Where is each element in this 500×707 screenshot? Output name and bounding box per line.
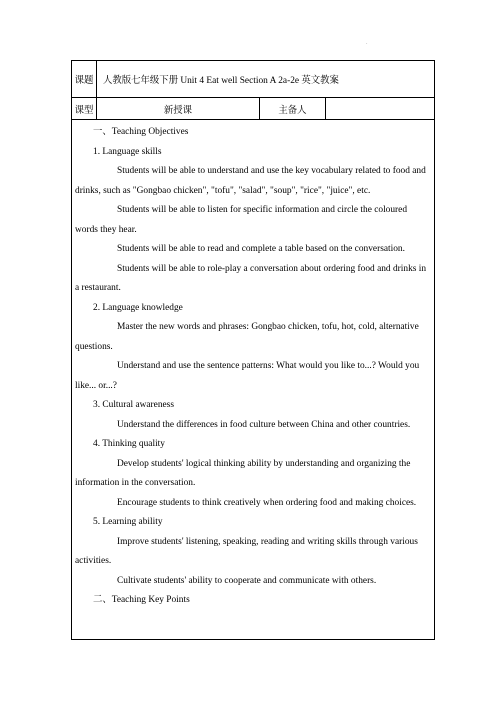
preparer-value	[326, 98, 435, 120]
subsection-heading: 2. Language knowledge	[93, 302, 183, 313]
section-heading: 二、Teaching Key Points	[93, 595, 190, 605]
paragraph: Master the new words and phrases: Gongbao chicken, tofu, hot, cold, alternative questions.	[75, 322, 419, 352]
paragraph: Students will be able to role-play a conversation about ordering food and drinks in a restaurant.	[75, 263, 427, 293]
type-value: 新授课	[97, 98, 260, 120]
subsection-heading: 5. Learning ability	[93, 517, 163, 527]
subsection-heading: 4. Thinking quality	[93, 439, 165, 449]
lesson-plan-table	[71, 60, 435, 640]
paragraph: Develop students' logical thinking ability by understanding and organizing the information in the conversation.	[75, 458, 411, 488]
paragraph: Cultivate students' ability to cooperate and communicate with others.	[117, 575, 377, 586]
type-row	[72, 98, 435, 120]
title-label: 课题	[72, 61, 97, 98]
paragraph: Students will be able to understand and use the key vocabulary related to food and drinks, such as "Gongbao chicken", "tofu", "salad", "soup", "rice", "juice", etc.	[75, 166, 426, 196]
lesson-title: 人教版七年级下册 Unit 4 Eat well Section A 2a-2e 英文教案	[97, 61, 435, 98]
paragraph: Understand the differences in food culture between China and other countries.	[117, 419, 411, 430]
preparer-label: 主备人	[260, 98, 326, 120]
title-row	[72, 61, 435, 98]
paragraph: Understand and use the sentence patterns: What would you like to...? Would you like... or...?	[75, 361, 420, 391]
paragraph: Students will be able to read and complete a table based on the conversation.	[117, 244, 405, 254]
subsection-heading: 3. Cultural awareness	[93, 400, 174, 410]
type-label: 课型	[72, 98, 97, 120]
paragraph: Improve students' listening, speaking, reading and writing skills through various activities.	[75, 536, 418, 566]
paragraph: Students will be able to listen for specific information and circle the coloured words they hear.	[75, 205, 408, 235]
paragraph: Encourage students to think creatively when ordering food and making choices.	[117, 497, 417, 508]
content-row	[72, 120, 435, 640]
subsection-heading: 1. Language skills	[93, 146, 162, 157]
corner-mark: .	[366, 40, 368, 46]
section-heading: 一、Teaching Objectives	[93, 127, 189, 137]
content-cell	[72, 120, 435, 640]
